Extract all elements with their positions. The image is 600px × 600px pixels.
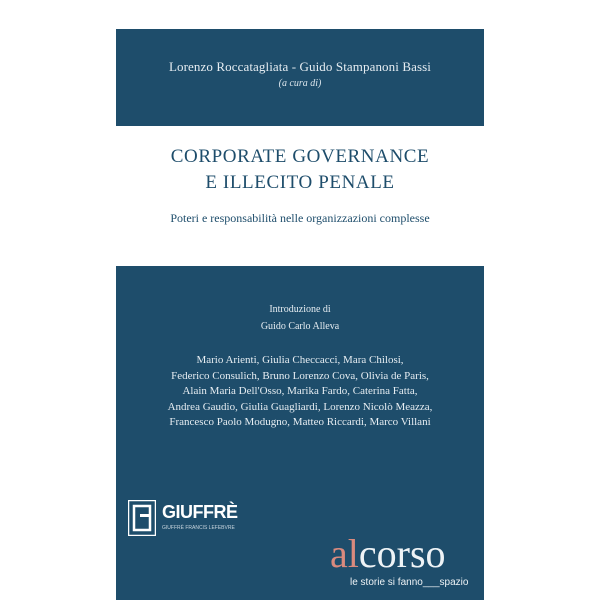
cover-title-line1: CORPORATE GOVERNANCE — [170, 146, 430, 167]
contributors-list — [116, 353, 484, 431]
watermark-tagline: le storie si fanno___spazio — [350, 577, 469, 588]
cover-authors: Lorenzo Roccatagliata - Guido Stampanoni Bassi — [168, 59, 431, 74]
intro-label: Introduzione di — [269, 304, 331, 315]
contributors-line: Alain Maria Dell'Osso, Marika Fardo, Caterina Fatta, — [182, 385, 418, 397]
publisher-logo-icon — [128, 500, 156, 536]
watermark-logo — [330, 531, 446, 576]
cover-subtitle: Poteri e responsabilità nelle organizzazioni complesse — [170, 211, 430, 225]
contributors-line: Mario Arienti, Giulia Checcacci, Mara Chilosi, — [196, 354, 404, 366]
publisher-name: GIUFFRÈ — [162, 502, 238, 522]
contributors-line: Francesco Paolo Modugno, Matteo Riccardi, Marco Villani — [169, 416, 431, 428]
contributors-line: Andrea Gaudio, Giulia Guagliardi, Lorenzo Nicolò Meazza, — [167, 400, 433, 413]
contributors-line: Federico Consulich, Bruno Lorenzo Cova, Olivia de Paris, — [171, 369, 429, 382]
watermark-part2: corso — [358, 531, 446, 576]
publisher-tagline: GIUFFRÈ FRANCIS LEFEBVRE — [162, 525, 235, 531]
cover-editors-note: (a cura di) — [278, 78, 322, 89]
cover-title-line2: E ILLECITO PENALE — [205, 172, 395, 193]
watermark — [330, 531, 500, 594]
intro-name: Guido Carlo Alleva — [260, 321, 340, 332]
publisher-logo — [128, 500, 258, 540]
watermark-part1: al — [330, 531, 359, 576]
title-band — [116, 126, 484, 266]
